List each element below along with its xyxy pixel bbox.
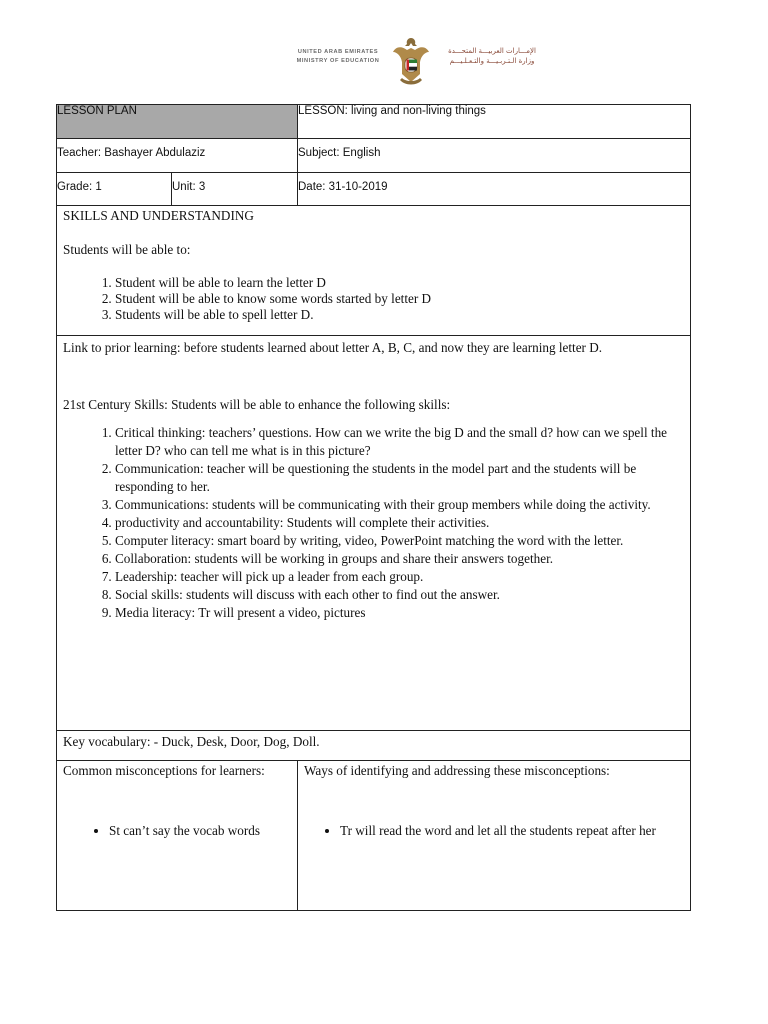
uae-falcon-emblem-icon	[390, 34, 432, 90]
century-skills-intro: 21st Century Skills: Students will be able to enhance the following skills:	[63, 397, 451, 412]
org-en-line2: MINISTRY OF EDUCATION	[296, 58, 380, 64]
list-item: 2. Student will be able to know some words started by letter D	[115, 291, 684, 307]
prior-learning-cell	[57, 336, 691, 731]
list-item: • St can’t say the vocab words	[109, 823, 291, 839]
key-vocabulary: Key vocabulary: - Duck, Desk, Door, Dog, Doll.	[63, 734, 320, 749]
org-ar-line2: وزارة الـتـربـيـــة والتـعـلـيـــم	[449, 57, 535, 65]
lesson-title-cell	[298, 105, 691, 139]
list-item: 9. Media literacy: Tr will present a video, pictures	[115, 604, 684, 622]
skills-intro: Students will be able to:	[63, 242, 191, 257]
list-item: 5. Computer literacy: smart board by writing, video, PowerPoint matching the word with the letter.	[115, 532, 684, 550]
list-item: 3. Communications: students will be communicating with their group members while doing the activity.	[115, 496, 684, 514]
lesson-plan-label: LESSON PLAN	[57, 105, 137, 117]
org-en-line1: UNITED ARAB EMIRATES	[297, 49, 379, 55]
misconceptions-list	[63, 823, 291, 839]
subject: Subject: English	[298, 147, 381, 159]
list-item: 7. Leadership: teacher will pick up a leader from each group.	[115, 568, 684, 586]
unit-cell	[172, 173, 298, 206]
lesson-date: Date: 31-10-2019	[298, 181, 388, 193]
grade: Grade: 1	[57, 181, 102, 193]
list-item: 3. Students will be able to spell letter D.	[115, 307, 684, 323]
unit: Unit: 3	[172, 181, 206, 193]
ministry-name-arabic	[442, 46, 542, 66]
ministry-header	[280, 34, 550, 90]
list-item: 4. productivity and accountability: Students will complete their activities.	[115, 514, 684, 532]
list-item: 2. Communication: teacher will be questioning the students in the model part and the students will be responding to her.	[115, 460, 684, 496]
misconceptions-heading: Common misconceptions for learners:	[63, 763, 265, 778]
list-item: 1. Student will be able to learn the letter D	[115, 275, 684, 291]
century-skills-list	[63, 424, 684, 622]
lesson-plan-label-cell	[57, 105, 298, 139]
lesson-title: LESSON: living and non-living things	[298, 105, 486, 117]
skills-cell	[57, 206, 691, 336]
list-item: • Tr will read the word and let all the students repeat after her	[340, 823, 684, 839]
date-cell	[298, 173, 691, 206]
skills-list	[63, 275, 684, 323]
teacher-name: Teacher: Bashayer Abdulaziz	[57, 147, 206, 159]
list-item: 1. Critical thinking: teachers’ questions. How can we write the big D and the small d? how can we spell the letter D? who can tell me what is in this picture?	[115, 424, 684, 460]
list-item: 8. Social skills: students will discuss with each other to find out the answer.	[115, 586, 684, 604]
addressing-misconceptions-cell	[298, 761, 691, 911]
org-ar-line1: الإمـــارات العربيـــة المتحـــدة	[448, 47, 536, 55]
prior-learning-text: Link to prior learning: before students learned about letter A, B, C, and now they are learning letter D.	[63, 340, 603, 355]
teacher-cell	[57, 139, 298, 173]
list-item: 6. Collaboration: students will be working in groups and share their answers together.	[115, 550, 684, 568]
addressing-heading: Ways of identifying and addressing these misconceptions:	[304, 763, 610, 778]
skills-heading: SKILLS AND UNDERSTANDING	[63, 208, 254, 223]
key-vocabulary-cell	[57, 731, 691, 761]
grade-cell	[57, 173, 172, 206]
subject-cell	[298, 139, 691, 173]
ministry-name-english	[292, 48, 384, 66]
misconceptions-cell	[57, 761, 298, 911]
addressing-list	[304, 823, 684, 839]
lesson-plan-table	[56, 104, 691, 911]
